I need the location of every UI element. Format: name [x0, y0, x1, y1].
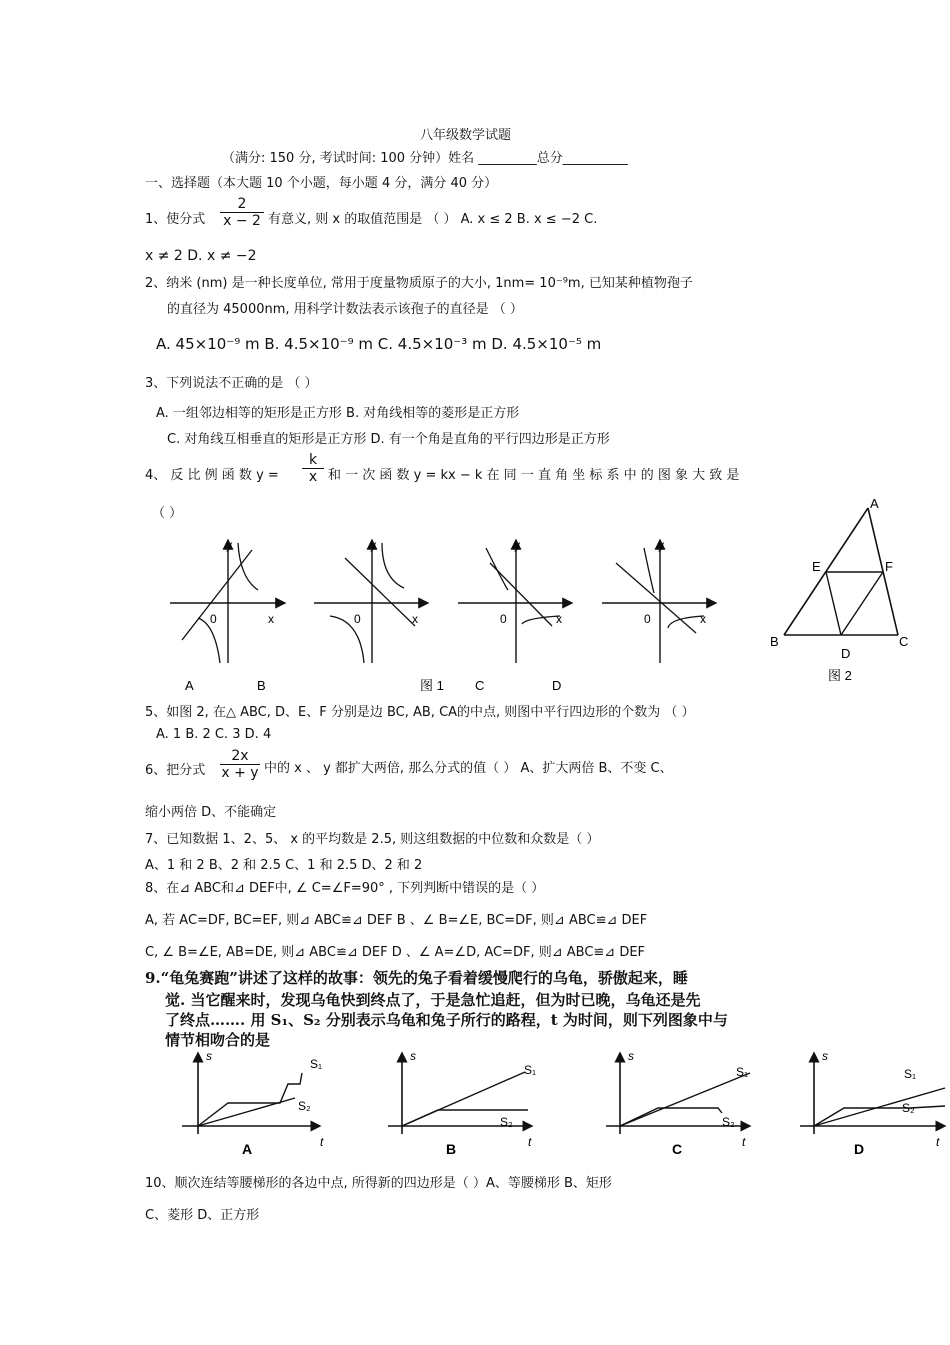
- q4-fraction: [302, 452, 324, 485]
- q1-line2: x ≠ 2 D. x ≠ −2: [145, 248, 257, 264]
- q2-line1: 2、纳米 (nm) 是一种长度单位, 常用于度量物质原子的大小, 1nm= 10⁻⁹m, 已知某种植物孢子: [145, 276, 693, 291]
- graph-c-origin: 0: [500, 612, 507, 626]
- vertex-b: B: [770, 634, 779, 649]
- graph-b-y: y: [370, 538, 376, 552]
- q3-stem: 3、下列说法不正确的是 （ ）: [145, 376, 318, 391]
- q9-graph-d: [800, 1049, 945, 1157]
- vertex-e: E: [812, 559, 821, 574]
- page-title: 八年级数学试题: [420, 128, 512, 143]
- vertex-c: C: [899, 634, 909, 649]
- vertex-a: A: [870, 496, 879, 511]
- graph-c-y: y: [514, 538, 520, 552]
- graph-label-d: D: [552, 678, 562, 693]
- figure-2-triangle: [762, 490, 948, 690]
- q8-stem: 8、在⊿ ABC和⊿ DEF中, ∠ C=∠F=90° , 下列判断中错误的是（ ）: [145, 881, 545, 896]
- q9-a-s2: S₂: [298, 1099, 311, 1113]
- q9-b-s: s: [410, 1049, 416, 1063]
- q7-options: A、1 和 2 B、2 和 2.5 C、1 和 2.5 D、2 和 2: [145, 858, 423, 873]
- q9-d-t: t: [936, 1135, 940, 1149]
- graph-c: [458, 538, 572, 663]
- q9-d-s2: S₂: [902, 1101, 915, 1115]
- q4-stem: 和 一 次 函 数 y = kx − k 在 同 一 直 角 坐 标 系 中 的 图 象 大 致 是: [328, 468, 740, 483]
- q1-fraction: [220, 196, 264, 229]
- q6-fraction: [220, 748, 260, 781]
- q9-graph-a: [182, 1049, 324, 1157]
- q10-line2: C、菱形 D、正方形: [145, 1208, 260, 1223]
- graph-d: [602, 538, 716, 663]
- q9-label-a: A: [242, 1141, 253, 1157]
- q9-line2: 觉. 当它醒来时，发现乌龟快到终点了，于是急忙追赶，但为时已晚，乌龟还是先: [165, 991, 701, 1009]
- q9-b-t: t: [528, 1135, 532, 1149]
- q5-stem: 5、如图 2, 在△ ABC, D、E、F 分别是边 BC, AB, CA的中点, 则图中平行四边形的个数为 （ ）: [145, 705, 695, 720]
- q8-options-cd: C, ∠ B=∠E, AB=DE, 则⊿ ABC≌⊿ DEF D 、∠ A=∠D, AC=DF, 则⊿ ABC≌⊿ DEF: [145, 945, 646, 960]
- q4-frac-num: k: [302, 452, 324, 469]
- figure-1-caption: 图 1: [420, 678, 444, 693]
- q4-frac-den: x: [308, 469, 318, 485]
- graph-a-y: y: [226, 538, 232, 552]
- q9-graph-c: [606, 1049, 750, 1157]
- q9-line4: 情节相吻合的是: [165, 1031, 271, 1049]
- q3-options-ab: A. 一组邻边相等的矩形是正方形 B. 对角线相等的菱形是正方形: [156, 406, 520, 421]
- graph-d-y: y: [658, 538, 664, 552]
- exam-info: （满分: 150 分, 考试时间: 100 分钟）姓名 _________总分__________: [222, 151, 628, 166]
- graph-d-origin: 0: [644, 612, 651, 626]
- q1-frac-den: x − 2: [223, 213, 261, 229]
- q9-a-t: t: [320, 1135, 324, 1149]
- q1-frac-num: 2: [220, 196, 264, 213]
- figure-2-caption: 图 2: [828, 668, 852, 683]
- q9-line3: 了终点……. 用 S₁、S₂ 分别表示乌龟和兔子所行的路程，t 为时间，则下列图象中与: [165, 1011, 728, 1029]
- graph-label-c: C: [475, 678, 485, 693]
- q5-options: A. 1 B. 2 C. 3 D. 4: [156, 727, 272, 742]
- q9-d-s: s: [822, 1049, 828, 1063]
- q8-options-ab: A, 若 AC=DF, BC=EF, 则⊿ ABC≌⊿ DEF B 、∠ B=∠E, BC=DF, 则⊿ ABC≌⊿ DEF: [145, 913, 648, 928]
- q9-label-c: C: [672, 1141, 683, 1157]
- q9-label-d: D: [854, 1141, 865, 1157]
- graph-b: [314, 538, 428, 663]
- q4-paren: （ ）: [152, 506, 183, 521]
- q6-prefix: 6、把分式: [145, 763, 206, 778]
- q9-line1: 9.“龟兔赛跑”讲述了这样的故事：领先的兔子看着缓慢爬行的乌龟，骄傲起来，睡: [145, 969, 688, 987]
- graph-label-a: A: [185, 678, 194, 693]
- q9-c-s2: S₂: [722, 1115, 735, 1129]
- q9-graph-b: [388, 1049, 536, 1157]
- graph-a: [170, 538, 285, 663]
- vertex-d: D: [841, 646, 851, 661]
- q10-stem: 10、顺次连结等腰梯形的各边中点, 所得新的四边形是（ ）A、等腰梯形 B、矩形: [145, 1176, 612, 1191]
- q9-b-s1: S₁: [524, 1063, 537, 1077]
- q9-a-s: s: [206, 1049, 212, 1063]
- q4-prefix: 4、 反 比 例 函 数 y =: [145, 468, 279, 483]
- q9-a-s1: S₁: [310, 1057, 323, 1071]
- q9-graphs: [170, 1048, 950, 1163]
- q1-stem: 有意义, 则 x 的取值范围是 （ ） A. x ≤ 2 B. x ≤ −2 C.: [268, 212, 598, 227]
- q4-graphs: [160, 528, 760, 698]
- graph-label-b: B: [257, 678, 266, 693]
- q6-line2: 缩小两倍 D、不能确定: [145, 805, 277, 820]
- q7-stem: 7、已知数据 1、2、5、 x 的平均数是 2.5, 则这组数据的中位数和众数是（ ）: [145, 832, 600, 847]
- graph-c-x: x: [556, 612, 562, 626]
- q9-label-b: B: [446, 1141, 457, 1157]
- q1-prefix: 1、使分式: [145, 212, 206, 227]
- section-heading: 一、选择题（本大题 10 个小题，每小题 4 分，满分 40 分）: [145, 176, 498, 191]
- q9-c-s: s: [628, 1049, 634, 1063]
- q9-b-s2: S₂: [500, 1115, 513, 1129]
- q9-d-s1: S₁: [904, 1067, 917, 1081]
- q9-c-s1: S₁: [736, 1065, 749, 1079]
- q3-options-cd: C. 对角线互相垂直的矩形是正方形 D. 有一个角是直角的平行四边形是正方形: [167, 432, 610, 447]
- graph-a-origin: 0: [210, 612, 217, 626]
- q6-stem: 中的 x 、 y 都扩大两倍, 那么分式的值（ ） A、扩大两倍 B、不变 C、: [264, 761, 673, 776]
- vertex-f: F: [885, 559, 893, 574]
- q6-frac-den: x + y: [221, 765, 259, 781]
- graph-a-x: x: [268, 612, 274, 626]
- graph-b-origin: 0: [354, 612, 361, 626]
- q6-frac-num: 2x: [220, 748, 260, 765]
- graph-d-x: x: [700, 612, 706, 626]
- q9-c-t: t: [742, 1135, 746, 1149]
- q2-line2: 的直径为 45000nm, 用科学计数法表示该孢子的直径是 （ ）: [167, 302, 523, 317]
- graph-b-x: x: [412, 612, 418, 626]
- q2-options: A. 45×10⁻⁹ m B. 4.5×10⁻⁹ m C. 4.5×10⁻³ m D. 4.5×10⁻⁵ m: [156, 335, 602, 353]
